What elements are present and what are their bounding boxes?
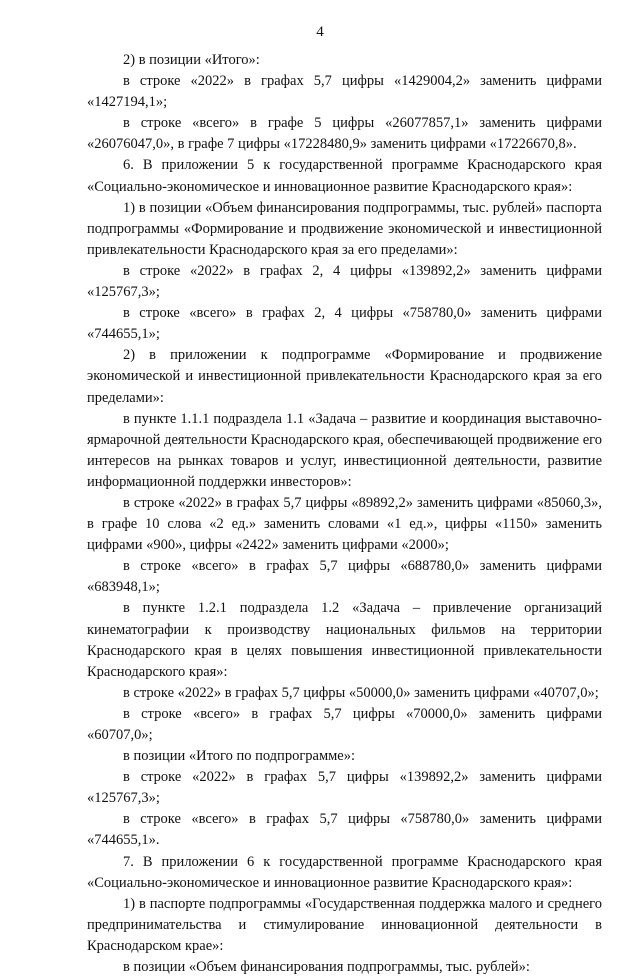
paragraph: в пункте 1.1.1 подраздела 1.1 «Задача – развитие и координация выставочно-ярмарочной деятельности Краснодарского края, обеспечивающей продвижение его интересов на рынках товаров и услуг, инвестиционной деятельности, развитие информационной поддержки инвесторов»: — [87, 410, 602, 490]
paragraph: в строке «2022» в графах 5,7 цифры «89892,2» заменить цифрами «85060,3», в графе 10 слова «2 ед.» заменить словами «1 ед.», цифры «1150» заменить цифрами «900», цифры «2422» заменить цифрами «2000»; — [87, 494, 602, 554]
paragraph: в строке «всего» в графах 2, 4 цифры «758780,0» заменить цифрами «744655,1»; — [87, 305, 602, 343]
paragraph: 2) в позиции «Итого»: — [123, 52, 260, 68]
paragraph: в позиции «Объем финансирования подпрограммы, тыс. рублей»: — [123, 959, 530, 976]
paragraph: в строке «всего» в графах 5,7 цифры «688780,0» заменить цифрами «683948,1»; — [87, 558, 602, 596]
paragraph: в пункте 1.2.1 подраздела 1.2 «Задача – привлечение организаций кинематографии к производству национальных фильмов на территории Краснодарского края в целях повышения инвестиционной привлекательности Краснодарского края»: — [87, 600, 602, 680]
paragraph: в строке «2022» в графах 5,7 цифры «1429004,2» заменить цифрами «1427194,1»; — [87, 73, 602, 111]
document-body — [87, 50, 602, 978]
paragraph: в строке «2022» в графах 2, 4 цифры «139892,2» заменить цифрами «125767,3»; — [87, 262, 602, 301]
paragraph: 1) в паспорте подпрограммы «Государственная поддержка малого и среднего предпринимательства и стимулирование инновационной деятельности в Краснодарском крае»: — [87, 895, 602, 954]
paragraph: 1) в позиции «Объем финансирования подпрограммы, тыс. рублей» паспорта подпрограммы «Формирование и продвижение экономической и инвестиционной привлекательности Краснодарского края за его пределами»: — [87, 199, 602, 258]
paragraph: в строке «всего» в графах 5,7 цифры «758780,0» заменить цифрами «744655,1». — [87, 811, 602, 849]
paragraph: 2) в приложении к подпрограмме «Формирование и продвижение экономической и инвестиционной привлекательности Краснодарского края за его пределами»: — [87, 347, 602, 406]
paragraph: в позиции «Итого по подпрограмме»: — [123, 748, 356, 765]
paragraph: 6. В приложении 5 к государственной программе Краснодарского края «Социально-экономическое и инновационное развитие Краснодарского края»: — [87, 157, 602, 195]
paragraph: 7. В приложении 6 к государственной программе Краснодарского края «Социально-экономическое и инновационное развитие Краснодарского края»: — [87, 853, 602, 891]
paragraph: в строке «2022» в графах 5,7 цифры «50000,0» заменить цифрами «40707,0»; — [123, 684, 599, 701]
page-number: 4 — [316, 24, 324, 40]
paragraph: в строке «2022» в графах 5,7 цифры «139892,2» заменить цифрами «125767,3»; — [87, 769, 602, 807]
paragraph: в строке «всего» в графах 5,7 цифры «70000,0» заменить цифрами «60707,0»; — [87, 705, 602, 743]
paragraph: в строке «всего» в графе 5 цифры «26077857,1» заменить цифрами «26076047,0», в графе 7 цифры «17228480,9» заменить цифрами «17226670,8». — [87, 115, 602, 153]
